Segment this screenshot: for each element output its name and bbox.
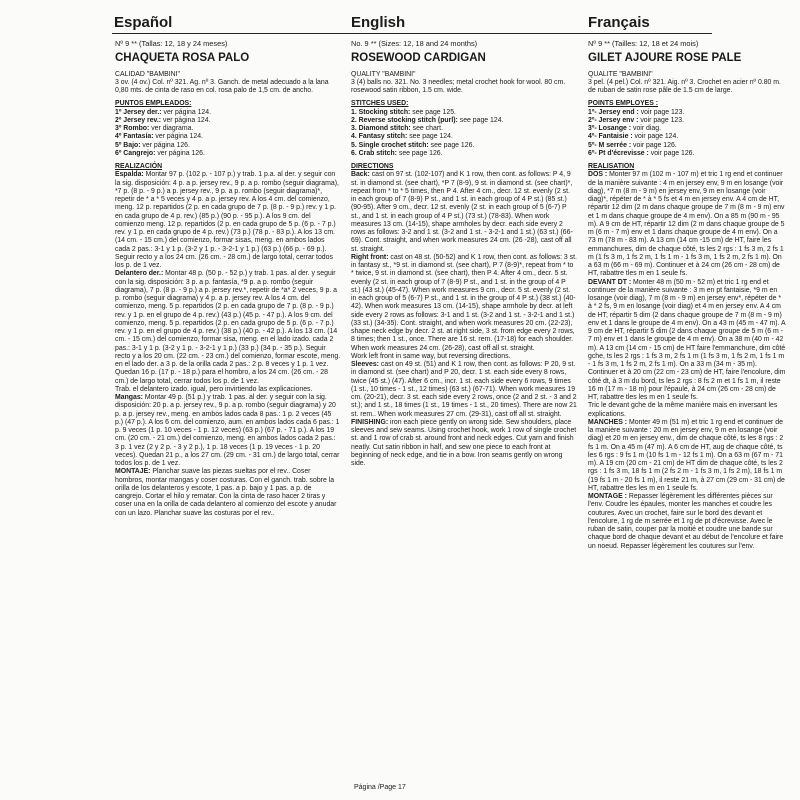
stitch-item: 2º- Jersey env : voir page 123. (588, 116, 684, 124)
stitch-item: 3º Rombo: ver diagrama. (115, 125, 194, 132)
page-number: Página /Page 17 (354, 784, 406, 791)
stitch-item: 6º- Pt d'écrevisse : voir page 126. (588, 149, 695, 157)
header-spanish: Español (114, 14, 173, 31)
stitch-item: 5º- M serrée : voir page 126. (588, 141, 677, 149)
pattern-number-es: Nº 9 ** (Tallas: 12, 18 y 24 meses) (115, 39, 228, 48)
pattern-number-fr: Nº 9 ** (Tailles: 12, 18 et 24 mois) (588, 39, 699, 48)
materials-fr: 3 pel. (4 pel.) Col. nº 321. Aig. nº 3. Crochet en acier nº 0.80 m. de ruban de satin rose pâle de 1.5 cm de large. (588, 78, 781, 94)
stitch-item: 4º- Fantaisie : voir page 124. (588, 133, 679, 141)
stitch-item: 6º Cangrejo: ver página 126. (115, 149, 205, 157)
paragraph-en: Work left front in same way, but reversing directions. (351, 352, 511, 360)
paragraph-fr: MONTAGE : Repasser légèrement les différentes pièces sur l'env. Coudre les épaules, monter les manches et coudre les coutures. Avec un crochet, faire sur le bord des devant et l'encolure, 1 rg de m serrée et 1 rg de pt d'écrevisse. Avec le ruban de satin, couper par la moitié et coudre une bande sur chaque bord de chaque devant et au début de l'encolure et faire un noeud. Repasser légèrement les coutures sur l'env. (588, 493, 784, 550)
stitches-title-fr: POINTS EMPLOYES : (588, 100, 659, 108)
stitch-item: 5º Bajo: ver página 126. (115, 141, 190, 149)
stitches-title-es: PUNTOS EMPLEADOS: (115, 100, 192, 108)
materials-es: 3 ov. (4 ov.) Col. nº 321. Ag. nº 3. Ganch. de metal adecuado a la lana 0,80 mts. de cinta de raso en col. rosa palo de 1,5 cm. de ancho. (115, 78, 329, 94)
paragraph-en: Back: cast on 97 st. (102-107) and K 1 row, then cont. as follows: P 4, 9 st. in diamond st. (see chart), *P 7 (8-9), 9 st. in diamond st. (see chart)*, repeat from * to * 5 times, then P 4. After 4 cm., decr. 12 st. evenly (2 st. in each group of 7 (8-9) P st., and 1 st. in each group of 4 P st.) (85 st.) (90-95). After 9 cm., decr. 12 st. evenly (2 st. in each group of 5 (6-7) P st., and 1 st. in each group of 4 P st.) (73 st.) (78-83). When work measures 13 cm. (14-15), shape armholes by decr. each side every 2 rows as follows: 3-2 and 1 st. (3-2 and 1 st. - 3-2-1 and 1 st.) (63 st.) (66-69). Cont. straight, and when work measures 24 cm. (26 -28), cast off all st. straight. (351, 171, 573, 253)
quality-es: CALIDAD "BAMBINI" (115, 70, 181, 78)
column-english (351, 40, 577, 468)
stitch-list-en (351, 109, 577, 159)
stitch-list-es (115, 109, 341, 159)
stitch-item: 2. Reverse stocking stitch (purl): see page 124. (351, 116, 504, 124)
quality-fr: QUALITE "BAMBINI" (588, 70, 653, 78)
directions-title-fr: REALISATION (588, 163, 635, 170)
paragraph-fr: DEVANT DT : Monter 48 m (50 m - 52 m) et tric 1 rg end et continuer de la manière suivante : 3 m en pt fantaisie, *9 m en losange (voir diag), 7 m (8 m - 9 m) en jersey env*, répéter de * à * 2 fs, 9 m en losange (voir diag) et 4 m en jersey env. A 4 cm de HT, répartir 5 dim (2 dans chaque groupe de 7 m (8 m - 9 m) env et 1 dans le groupe de 4 m env). On a 43 m (45 m - 47 m). A 9 cm de HT, répartir 5 dim (2 dans chaque groupe de 5 m (6 m - 7 m) env et 1 dans le groupe de 4 m env). On a 38 m (40 m - 42 m). A 13 cm (14 cm - 15 cm) de HT faire l'emmanchure, dim côté gche, ts les 2 rgs : 1 fs 3 m, 2 fs 1 m (1 fs 3 m, 1 fs 2 m, 1 fs 1 m - 1 fs 3 m, 1 fs 2 m, 2 fs 1 m). On a 33 m (34 m - 35 m). Continuer et à 20 cm (22 cm - 23 cm) de HT, faire l'encolure, dim côté dt, à 3 m du bord, ts les 2 rgs : 8 fs 2 m et 1 fs 1 m, il reste 16 m (17 m - 18 m) pour l'épaule, à 24 cm (26 cm - 28 cm) de HT, rabattre tles les m en 1 seule fs. (588, 278, 786, 401)
stitch-item: 4. Fantasy stitch: see page 124. (351, 133, 453, 141)
stitch-item: 1º Jersey der.: ver página 124. (115, 108, 211, 116)
stitch-item: 6. Crab stitch: see page 126. (351, 149, 443, 157)
stitch-item: 5. Single crochet stitch: see page 126. (351, 141, 475, 149)
paragraph-es: Espalda: Montar 97 p. (102 p. - 107 p.) y trab. 1 p.a. al der. y seguir con la sig. disposición: 4 p. a p. jersey rev., 9 p. a p. rombo (seguir diagrama), *7 p. (8 p. - 9 p.) a p. jersey rev., 9 p. a p. rombo (seguir diagrama)*, repetir de * a * 5 veces y 4 p. a p. jersey rev. A los 4 cm. del comienzo, meng. 12 p. repartidos (2 p. en cada grupo de 7 p. (8 p. - 9 p.) rev. y 1 p. en cada grupo de 4 p. rev.) (85 p.) (90 p. - 95 p.). A los 9 cm. del comienzo meng. 12 p. repartidos (2 p. en cada grupo de 5 p. (6 p. - 7 p.) rev. y 1 p. en cada grupo de 4 p. rev.) (73 p.) (78 p. - 83 p.). A los 13 cm. (14 cm. - 15 cm.) del comienzo, formar sisas, meng. en ambos lados cada 2 pas.: 3-1 y 1 p. (3-2 y 1 p. - 3-2-1 y 1 p.) (63 p.) (66 p. - 69 p.). Seguir recto y a los 24 cm. (26 cm. - 28 cm.) de largo total, cerrar todos los p. de 1 vez. (115, 171, 339, 269)
column-spanish (115, 40, 341, 518)
stitch-item: 1. Stocking stitch: see page 125. (351, 108, 456, 116)
column-french (588, 40, 786, 551)
paragraph-es: Mangas: Montar 49 p. (51 p.) y trab. 1 pas. al der. y seguir con la sig. disposición: 20 p. a p. jersey rev., 9 p. a p. rombo (seguir diagrama) y 20 p. a p. jersey rev., meng. en ambos lados cada 8 pas.: 1 p. 2 veces (45 p.) (47 p.). A los 6 cm. del comienzo, aum. en ambos lados cada 6 pas.: 1 p. 9 veces (1 p. 10 veces - 1 p. 12 veces) (63 p.) (67 p. - 71 p.). A los 19 cm. (20 cm. - 21 cm.) del comienzo, meng. en ambos lados cada 2 pas.: 3 p. 1 vez (2 y 2 p. - 3 y 2 p.), 1 p. 18 veces (1 p. 19 veces - 1 p. 20 veces). Quedan 21 p., a los 27 cm. (29 cm. - 31 cm.) de largo total, cerrar todos los p. de 1 vez. (115, 394, 340, 467)
stitch-item: 3. Diamond stitch: see chart. (351, 125, 443, 132)
paragraph-fr: DOS : Monter 97 m (102 m - 107 m) et tric 1 rg end et continuer de la manière suivante : 4 m en jersey env, 9 m en losange (voir diag), *7 m (8 m - 9 m) en jersey env, 9 m en losange (voir diag)*, répéter de * à * 5 fs et 4 m en jersey env. A 4 cm de HT, répartir 12 dim (2 m dans chaque groupe de 7 m (8 m - 9 m) env et 1 m dans chaque groupe de 4 m env). On a 85 m (90 m - 95 m). A 9 cm de HT, répartir 12 dim (2 m dans chaque groupe de 5 m (6 m - 7 m) env et 1 dans chaque groupe de 4 m env). On a 73 m (78 m - 83 m). A 13 cm (14 cm -15 cm) de HT, faire les emmanchures, dim de chaque côté, ts les 2 rgs : 1 fs 3 m, 2 fs 1 m (1 fs 3 m, 1 fs 2 m, 1 fs 1 m - 1 fs 3 m, 1 fs 2 m, 2 fs 1 m). On a 63 m (66 m - 69 m). Continuer et à 24 cm (26 cm - 28 cm) de HT, rabattre tles m en 1 seule fs. (588, 171, 785, 278)
stitch-item: 2º Jersey rev.: ver página 124. (115, 116, 211, 124)
paragraph-en: Sleeves: cast on 49 st. (51) and K 1 row, then cont. as follows: P 20, 9 st. in diamond st. (see chart) and P 20, decr. 1 st. each side every 8 rows, twice (45 st.) (47). After 6 cm., incr. 1 st. each side every 6 rows, 9 times (1 st., 10 times - 1 st., 12 times) (63 st.) (67-71). When work measures 19 cm. (20-21), decr. 3 st. each side every 2 rows, once (2 and 2 st. - 3 and 2 st.); and 1 st., 18 times (1 st., 19 times - 1 st., 20 times). There are now 21 st. rem.. When work measures 27 cm. (29-31), cast off all st. straight. (351, 361, 577, 418)
header-french: Français (588, 14, 650, 31)
stitch-item: 4º Fantasía: ver página 124. (115, 133, 203, 141)
stitches-title-en: STITCHES USED: (351, 100, 409, 108)
stitch-item: 3º- Losange : voir diag. (588, 125, 661, 132)
header-rule (112, 33, 712, 34)
header-english: English (351, 14, 406, 31)
stitch-item: 1º- Jersey end : voir page 123. (588, 108, 685, 116)
paragraph-es: Trab. el delantero izado. igual, pero invirtiendo las explicaciones. (115, 385, 313, 393)
title-fr: GILET AJOURE ROSE PALE (588, 52, 742, 65)
paragraph-fr: MANCHES : Monter 49 m (51 m) et tric 1 rg end et continuer de la manière suivante : 20 m en jersey env, 9 m en losange (voir diag) et 20 m en jersey env., dim de chaque côté, ts les 8 rgs : 2 fs 1 m. On a 45 m (47 m). A 6 cm de HT, aug de chaque côté, ts les 6 rgs : 9 fs 1 m (10 fs 1 m - 12 fs 1 m). On a 63 m (67 m - 71 m). A 19 cm (20 cm - 21 cm) de HT dim de chaque côté, ts les 2 rgs : 1 fs 3 m, 18 fs 1 m (2 fs 2 m - 1 fs 3 m, 1 fs 2 m), 18 fs 1 m (19 fs 1 m - 20 fs 1 m), il reste 21 m, à 27 cm (29 cm - 31 cm) de HT, rabattre tles les m en 1 seule fs. (588, 418, 785, 492)
title-es: CHAQUETA ROSA PALO (115, 52, 250, 65)
title-en: ROSEWOOD CARDIGAN (351, 52, 486, 65)
directions-title-en: DIRECTIONS (351, 163, 394, 170)
stitch-list-fr (588, 109, 786, 159)
paragraph-fr: Tric le devant gche de la même manière mais en inversant les explications. (588, 402, 778, 418)
directions-title-es: REALIZACIÓN (115, 163, 163, 170)
paragraph-es: Delantero der.: Montar 48 p. (50 p. - 52 p.) y trab. 1 pas. al der. y seguir con la sig. disposición: 3 p. a p. fantasía, *9 p. a p. rombo (seguir diagrama), 7 p. (8 p. - 9 p.) a p. jersey rev.*, repetir de *a* 2 veces, 9 p. a p. rombo (seguir diagrama) y 4 p. a p. jersey rev. A los 4 cm. del comienzo, meng. 5 p. repartidos (2 p. en cada grupo de 7 p. (8 p. - 9 p.) rev. y 1 p. en el grupo de 4 p. rev.) (43 p.) (45 p. - 47 p.). A los 9 cm. del comienzo, meng. 5 p. repartidos (2 p. en cada grupo de 5 p. (6 p. - 7 p.) rev. y 1 p. en el grupo de 4 p. rev.) (38 p.) (40 p. - 42 p.). A los 13 cm. (14 cm. - 15 cm.) del comienzo, formar sisa, meng. en el lado izado. cada 2 pas.: 3-1 y 1 p. (3-2 y 1 p. - 3-2-1 y 1 p.) (33 p.) (34 p. - 35 p.). Seguir recto y a los 20 cm. (22 cm. - 23 cm.) del comienzo, formar escote, meng. en el lado der. a 3 p. de la orilla cada 2 pas.: 2 p. 8 veces y 1 p. 1 vez. Quedan 16 p. (17 p. - 18 p.) para el hombro, a los 24 cm. (26 cm. - 28 cm.) de largo total, cerrar todos los p. de 1 vez. (115, 270, 341, 385)
quality-en: QUALITY "BAMBINI" (351, 70, 416, 78)
paragraph-en: Right front: cast on 48 st. (50-52) and K 1 row, then cont. as follows: 3 st. in fantasy st., *9 st. in diamond st. (see chart), P 7 (8-9)*, repeat from * to * twice, 9 st. in diamond st. (see chart), then P 4. After 4 cm., decr. 5 st. evenly (2 st. in each group of 7 (8-9) P st., and 1 st. in the group of 4 P st.) (43 st.) (45-47). When work measures 9 cm., decr. 5 st. evenly (2 st. in each group of 5 (6-7) P st., and 1 st. in the group of 4 P st.) (38 st.) (40-42). When work measures 13 cm. (14-15), shape armhole by decr. at left side every 2 rows as follows: 3-1 and 1 st. (3-2 and 1 st. - 3-2-1 and 1 st.) (33 st.) (34-35). Cont. straight, and when work measures 20 cm. (22-23), shape neck edge by decr. 2 st. at right side, 3 st. from edge every 2 rows, 8 times; then 1 st., once. There are 16 st. rem. (17-18) for each shoulder. When work measures 24 cm. (26-28), cast off all st. straight. (351, 253, 577, 352)
paragraph-en: FINISHING: iron each piece gently on wrong side. Sew shoulders, place sleeves and sew seams. Using crochet hook, work 1 row of single crochet st. and 1 row of crab st. around front and neck edges. Cut yarn and finish neatly. Cut satin ribbon in half, and sew one piece to each front at beginning of neck edge, and tie in a bow. Iron seams gently on wrong side. (351, 418, 577, 467)
pattern-number-en: No. 9 ** (Sizes: 12, 18 and 24 months) (351, 39, 478, 48)
paragraph-es: MONTAJE: Planchar suave las piezas sueltas por el rev.. Coser hombros, montar mangas y coser costuras. Con el ganch. trab. sobre la orilla de los delanteros y escote, 1 pas. a p. bajo y 1 pas. a p. de cangrejo. Cortar el hilo y rematar. Con la cinta de raso hacer 2 tiras y coser una en la orilla de cada delantero al comienzo del escote y anudar con un lazo. Planchar suave las costuras por el rev.. (115, 468, 337, 517)
materials-en: 3 (4) balls no. 321. No. 3 needles; metal crochet hook for wool. 80 cm. rosewood satin ribbon, 1.5 cm. wide. (351, 78, 566, 94)
